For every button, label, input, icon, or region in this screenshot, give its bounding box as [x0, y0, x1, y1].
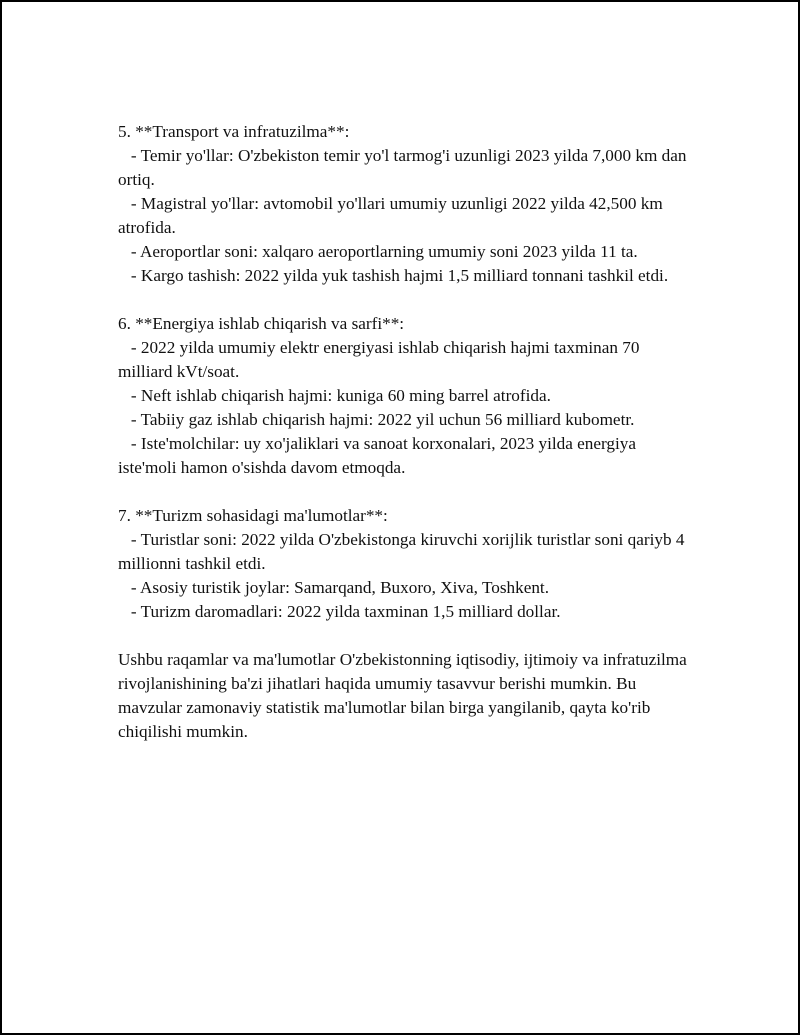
list-item: - Turizm daromadlari: 2022 yilda taxminan 1,5 milliard dollar.	[118, 602, 561, 621]
section-energy	[118, 312, 688, 480]
section-transport	[118, 120, 688, 288]
list-item: - Tabiiy gaz ishlab chiqarish hajmi: 2022 yil uchun 56 milliard kubometr.	[118, 410, 635, 429]
list-item: - 2022 yilda umumiy elektr energiyasi ishlab chiqarish hajmi taxminan 70 milliard kVt/soat.	[118, 338, 640, 381]
section-heading: 6. **Energiya ishlab chiqarish va sarfi**:	[118, 314, 405, 333]
closing-paragraph: Ushbu raqamlar va ma'lumotlar O'zbekistonning iqtisodiy, ijtimoiy va infratuzilma rivojlanishining ba'zi jihatlari haqida umumiy tasavvur berishi mumkin. Bu mavzular zamonaviy statistik ma'lumotlar bilan birga yangilanib, qayta ko'rib chiqilishi mumkin.	[118, 650, 687, 741]
list-item: - Kargo tashish: 2022 yilda yuk tashish hajmi 1,5 milliard tonnani tashkil etdi.	[118, 266, 669, 285]
section-heading: 5. **Transport va infratuzilma**:	[118, 122, 350, 141]
list-item: - Iste'molchilar: uy xo'jaliklari va sanoat korxonalari, 2023 yilda energiya iste'moli hamon o'sishda davom etmoqda.	[118, 434, 637, 477]
list-item: - Turistlar soni: 2022 yilda O'zbekistonga kiruvchi xorijlik turistlar soni qariyb 4 millionni tashkil etdi.	[118, 530, 685, 573]
section-heading: 7. **Turizm sohasidagi ma'lumotlar**:	[118, 506, 388, 525]
list-item: - Aeroportlar soni: xalqaro aeroportlarning umumiy soni 2023 yilda 11 ta.	[118, 242, 638, 261]
document-body	[118, 120, 688, 744]
section-tourism	[118, 504, 688, 624]
list-item: - Temir yo'llar: O'zbekiston temir yo'l tarmog'i uzunligi 2023 yilda 7,000 km dan ortiq.	[118, 146, 687, 189]
list-item: - Asosiy turistik joylar: Samarqand, Buxoro, Xiva, Toshkent.	[118, 578, 550, 597]
list-item: - Neft ishlab chiqarish hajmi: kuniga 60 ming barrel atrofida.	[118, 386, 551, 405]
list-item: - Magistral yo'llar: avtomobil yo'llari umumiy uzunligi 2022 yilda 42,500 km atrofida.	[118, 194, 663, 237]
